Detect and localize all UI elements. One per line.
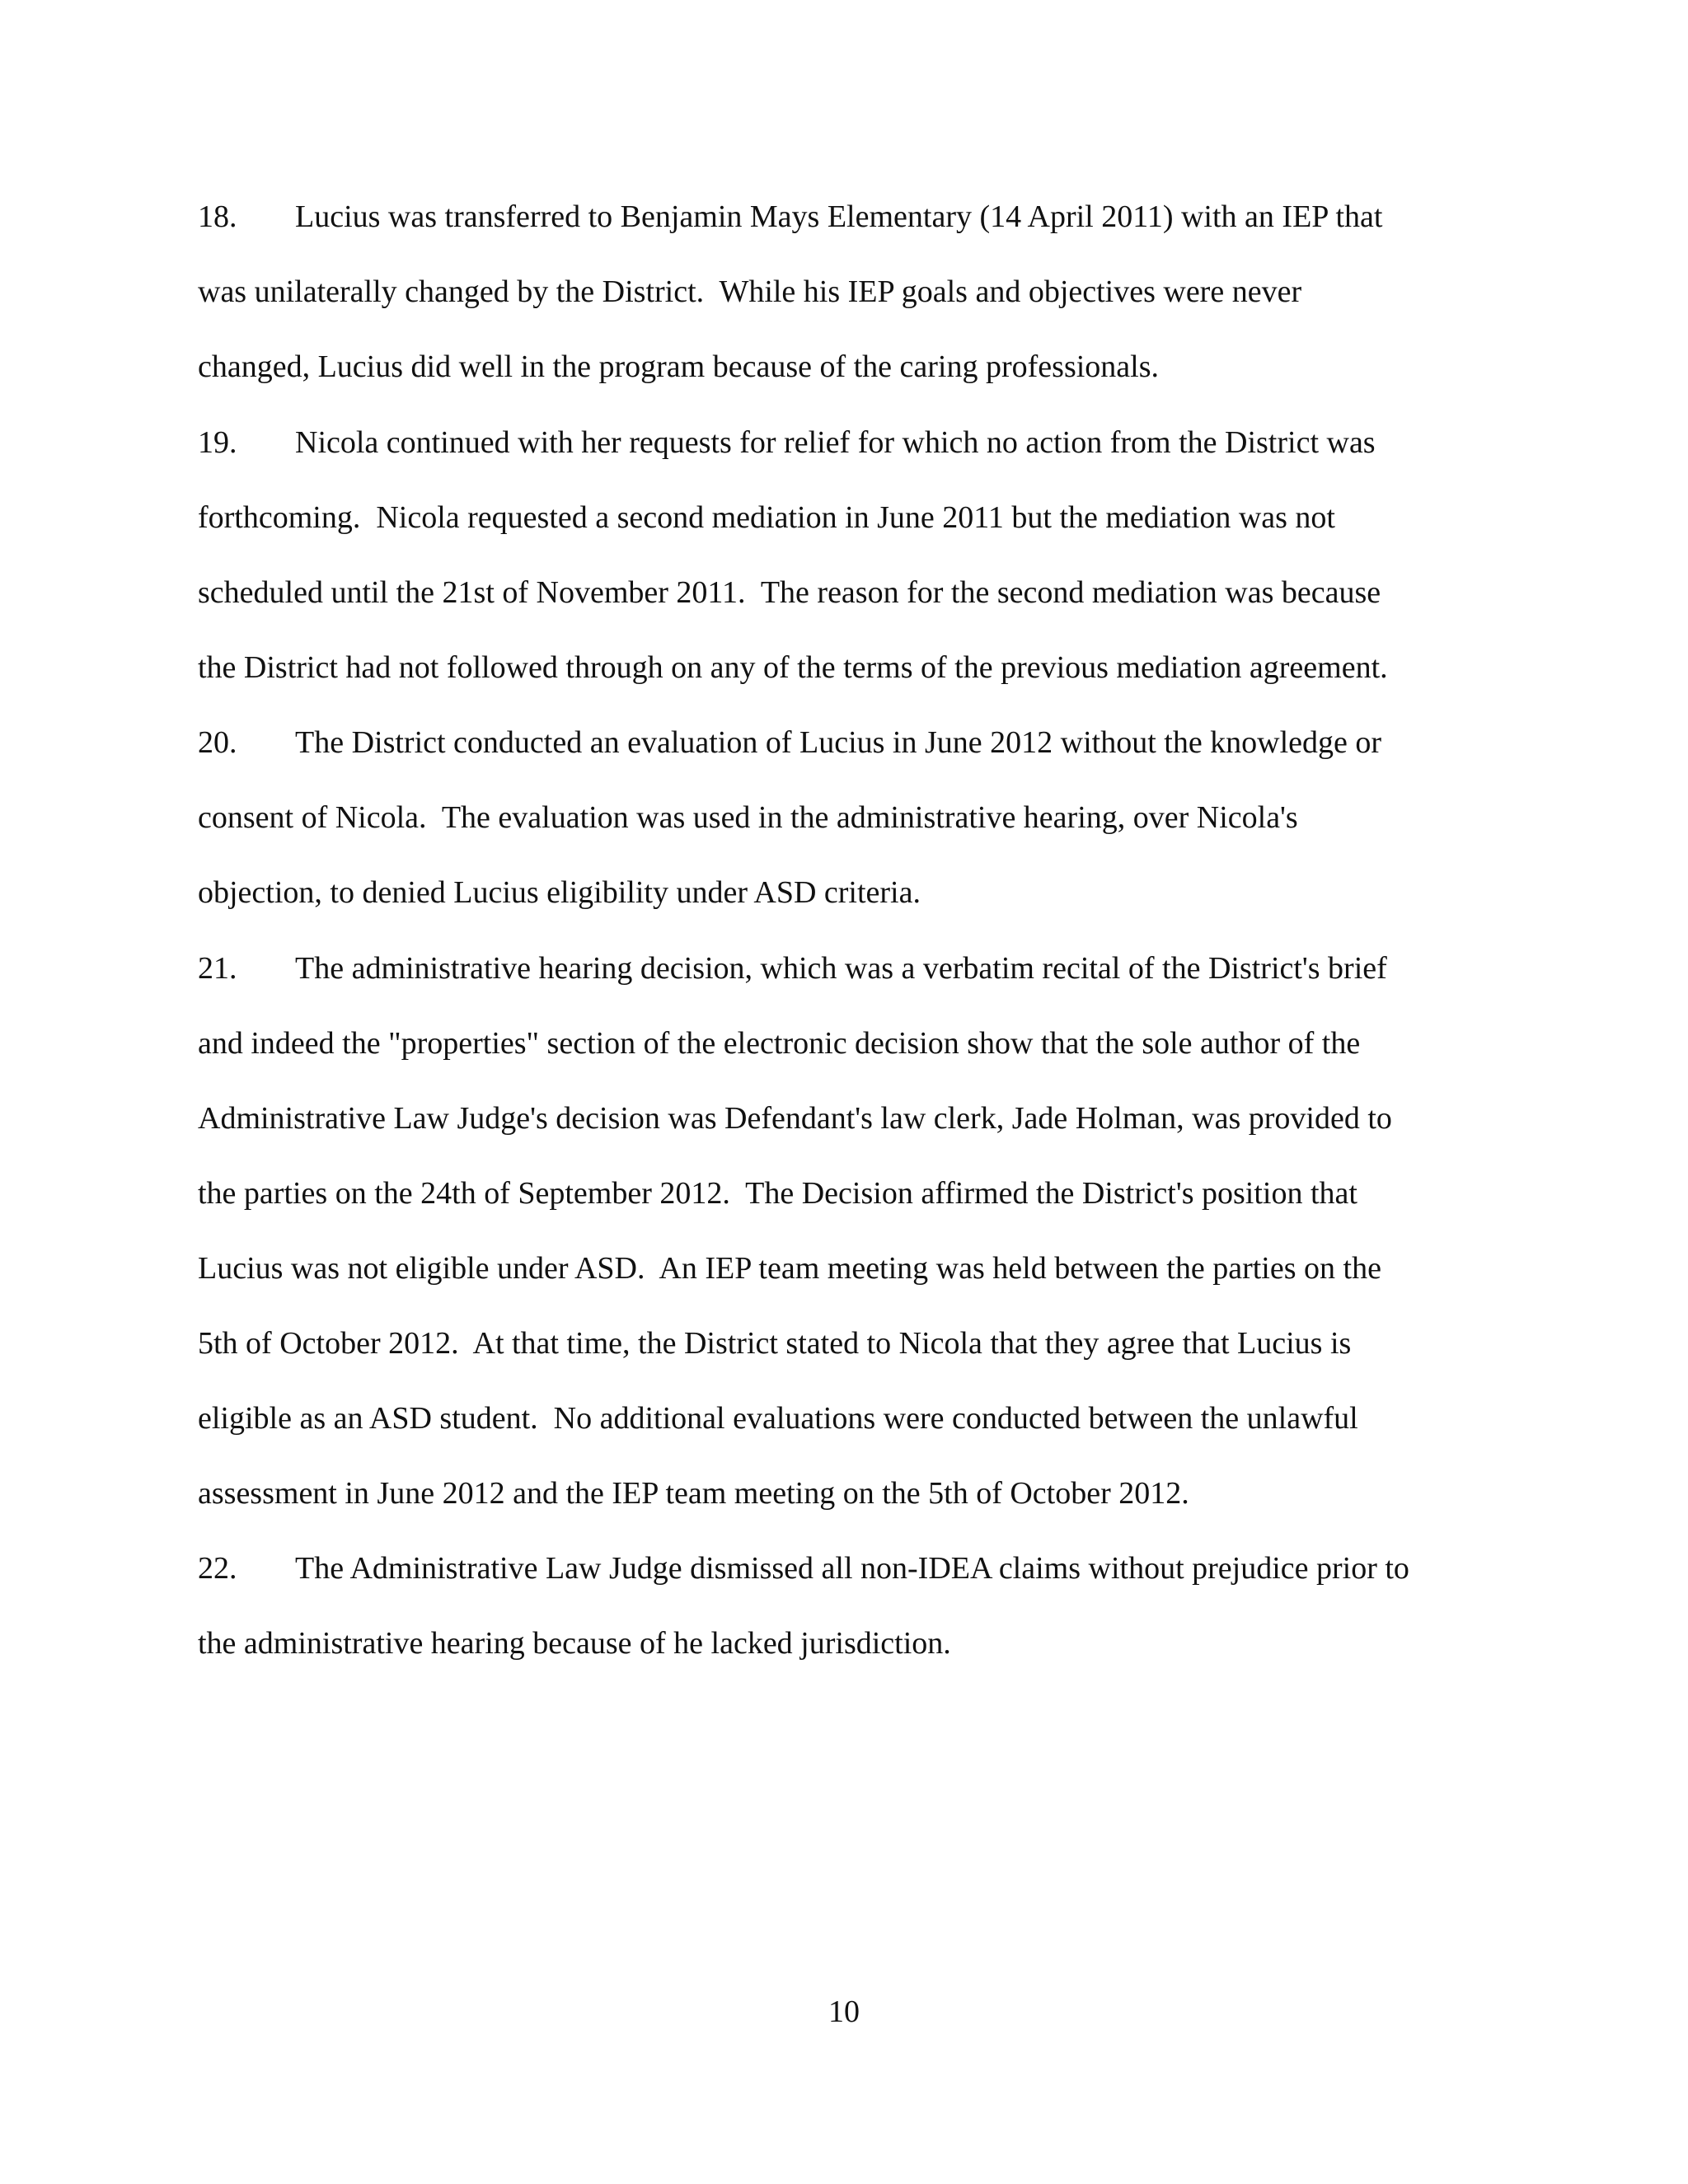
paragraph-21-line-8: assessment in June 2012 and the IEP team meeting on the 5th of October 2012. (198, 1476, 1189, 1511)
paragraph-22-line-2: the administrative hearing because of he lacked jurisdiction. (198, 1626, 951, 1661)
paragraph-19-line-1: Nicola continued with her requests for relief for which no action from the District was (295, 425, 1376, 460)
paragraph-21-number: 21. (198, 951, 237, 986)
paragraph-20-line-3: objection, to denied Lucius eligibility under ASD criteria. (198, 875, 921, 910)
page-number: 10 (828, 1994, 860, 2029)
paragraph-21-line-3: Administrative Law Judge's decision was Defendant's law clerk, Jade Holman, was provided to (198, 1101, 1392, 1136)
paragraph-18-number: 18. (198, 199, 237, 234)
paragraph-18-line-3: changed, Lucius did well in the program because of the caring professionals. (198, 349, 1160, 384)
paragraph-19-line-3: scheduled until the 21st of November 2011. The reason for the second mediation was because (198, 575, 1381, 610)
paragraph-20-line-1: The District conducted an evaluation of Lucius in June 2012 without the knowledge or (295, 725, 1382, 760)
paragraph-19-number: 19. (198, 425, 237, 460)
paragraph-19-line-4: the District had not followed through on any of the terms of the previous mediation agreement. (198, 650, 1388, 685)
paragraph-21-line-5: Lucius was not eligible under ASD. An IEP team meeting was held between the parties on the (198, 1251, 1381, 1286)
paragraph-19-line-2: forthcoming. Nicola requested a second mediation in June 2011 but the mediation was not (198, 500, 1335, 535)
paragraph-21-line-7: eligible as an ASD student. No additional evaluations were conducted between the unlawful (198, 1401, 1358, 1436)
paragraph-18-line-2: was unilaterally changed by the District. While his IEP goals and objectives were never (198, 274, 1302, 309)
paragraph-21-line-4: the parties on the 24th of September 2012. The Decision affirmed the District's position that (198, 1176, 1357, 1211)
paragraph-18-line-1: Lucius was transferred to Benjamin Mays Elementary (14 April 2011) with an IEP that (295, 199, 1383, 234)
paragraph-21-line-2: and indeed the "properties" section of the electronic decision show that the sole author of the (198, 1026, 1361, 1061)
paragraph-20-number: 20. (198, 725, 237, 760)
paragraph-21-line-1: The administrative hearing decision, which was a verbatim recital of the District's brief (295, 951, 1387, 986)
paragraph-22-line-1: The Administrative Law Judge dismissed all non-IDEA claims without prejudice prior to (295, 1551, 1409, 1586)
paragraph-21-line-6: 5th of October 2012. At that time, the District stated to Nicola that they agree that Lucius is (198, 1326, 1352, 1361)
paragraph-20-line-2: consent of Nicola. The evaluation was used in the administrative hearing, over Nicola's (198, 800, 1298, 835)
paragraph-22-number: 22. (198, 1551, 237, 1586)
